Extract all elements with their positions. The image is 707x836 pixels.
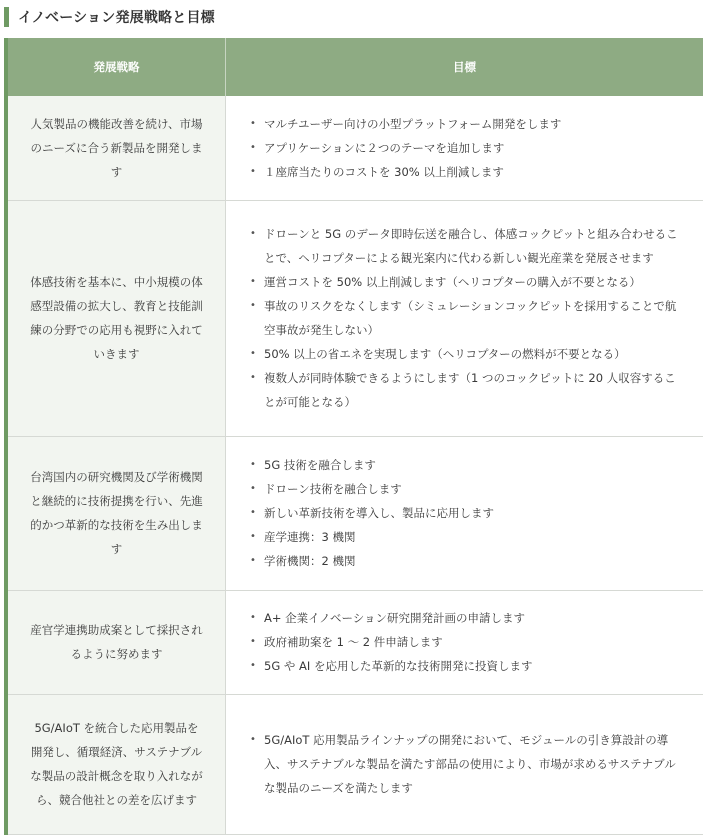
strategy-cell: 5G/AIoT を統合した応用製品を開発し、循環経済、サステナブルな製品の設計概念を取り入れながら、競合他社との差を広げます [6, 694, 226, 834]
heading-accent-bar [4, 7, 9, 27]
goal-item: • 5G/AIoT 応用製品ラインナップの開発において、モジュールの引き算設計の導入、サステナブルな製品を満たす部品の使用により、市場が求めるサステナブルな製品のニーズを満たします [250, 728, 679, 800]
goals-cell [226, 96, 704, 200]
goals-cell [226, 590, 704, 694]
goal-item: • 学術機関：2 機関 [250, 549, 679, 573]
goal-item: • アプリケーションに２つのテーマを追加します [250, 136, 679, 160]
section-heading [4, 6, 215, 28]
goal-item: • 事故のリスクをなくします（シミュレーションコックピットを採用することで航空事故が発生しない） [250, 294, 679, 342]
goal-item: • A+ 企業イノベーション研究開発計画の申請します [250, 606, 679, 630]
table-row [6, 96, 703, 200]
goal-item: • 新しい革新技術を導入し、製品に応用します [250, 501, 679, 525]
strategy-cell: 体感技術を基本に、中小規模の体感型設備の拡大し、教育と技能訓練の分野での応用も視野に入れていきます [6, 200, 226, 436]
table-header-row [6, 38, 703, 96]
table-row [6, 200, 703, 436]
table-row [6, 694, 703, 834]
table-row [6, 590, 703, 694]
goals-cell [226, 436, 704, 590]
table-row [6, 436, 703, 590]
goals-list [250, 453, 679, 573]
goal-item: • １座席当たりのコストを 30% 以上削減します [250, 160, 679, 184]
goals-list [250, 112, 679, 184]
goal-item: • マルチユーザー向けの小型プラットフォーム開発をします [250, 112, 679, 136]
goals-cell [226, 694, 704, 834]
strategy-cell: 人気製品の機能改善を続け、市場のニーズに合う新製品を開発します [6, 96, 226, 200]
goals-list [250, 606, 679, 678]
goal-item: • 5G や AI を応用した革新的な技術開発に投資します [250, 654, 679, 678]
strategy-table [4, 38, 703, 835]
goal-item: • 50% 以上の省エネを実現します（ヘリコプターの燃料が不要となる） [250, 342, 679, 366]
goal-item: • 5G 技術を融合します [250, 453, 679, 477]
goals-list [250, 728, 679, 800]
strategy-cell: 産官学連携助成案として採択されるように努めます [6, 590, 226, 694]
goal-item: • ドローン技術を融合します [250, 477, 679, 501]
goal-item: • 運営コストを 50% 以上削減します（ヘリコプターの購入が不要となる） [250, 270, 679, 294]
column-header-goals: 目標 [226, 38, 704, 96]
section-title: イノベーション発展戦略と目標 [18, 10, 215, 26]
column-header-strategy: 発展戦略 [6, 38, 226, 96]
goals-cell [226, 200, 704, 436]
goal-item: • 産学連携：3 機関 [250, 525, 679, 549]
goal-item: • 複数人が同時体験できるようにします（1 つのコックピットに 20 人収容することが可能となる） [250, 366, 679, 414]
goal-item: • ドローンと 5G のデータ即時伝送を融合し、体感コックピットと組み合わせることで、ヘリコプターによる観光案内に代わる新しい観光産業を発展させます [250, 222, 679, 270]
goals-list [250, 222, 679, 414]
goal-item: • 政府補助案を 1 ～ 2 件申請します [250, 630, 679, 654]
strategy-cell: 台湾国内の研究機関及び学術機関と継続的に技術提携を行い、先進的かつ革新的な技術を生み出します [6, 436, 226, 590]
